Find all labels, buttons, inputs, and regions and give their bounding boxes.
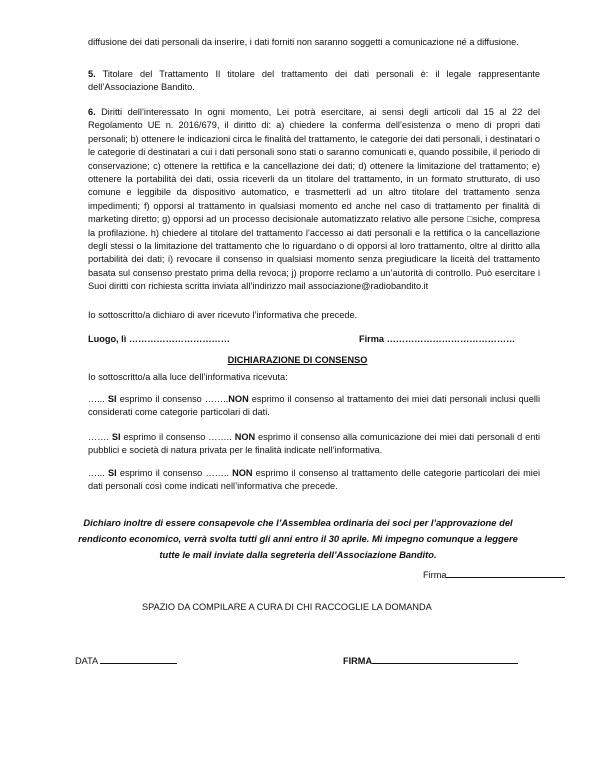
- consent-3-no-label: NON: [232, 468, 253, 478]
- firma-bottom-label: FIRMA: [343, 656, 373, 666]
- consent-2-text: esprimo il consenso alla comunicazione dei miei dati personali d enti pubblici e società di natura privata per le finalità indicate nell’informativa.: [88, 432, 540, 456]
- consent-1-no-label: NON: [228, 394, 249, 404]
- consent-1-text: esprimo il consenso al trattamento dei miei dati personali inclusi quelli considerati come categorie particolari di dati.: [88, 394, 540, 418]
- consent-2-si-blank[interactable]: …….: [88, 432, 112, 442]
- firma-underline[interactable]: [446, 567, 565, 578]
- consent-1-si-label: SI: [107, 394, 117, 404]
- consent-item-1: [88, 393, 540, 420]
- consent-2-no-label: NON: [234, 432, 256, 442]
- firma-line[interactable]: [423, 567, 565, 582]
- consent-1-no-blank[interactable]: esprimo il consenso ……..: [116, 394, 229, 404]
- firma-bottom-field[interactable]: [343, 653, 518, 668]
- place-date-field[interactable]: Luogo, lì ……………………………: [88, 334, 230, 344]
- received-statement: Io sottoscritto/a dichiaro di aver ricevuto l’informativa che precede.: [88, 310, 358, 320]
- declaration-text: Dichiaro inoltre di essere consapevole che l’Assemblea ordinaria dei soci per l’approvazione del rendiconto economico, verrà svolta tutti gli anni entro il 30 aprile. Mi impegno comunque a leggere tutte le mail inviate dalla segreteria dell’Associazione Bandito.: [78, 517, 518, 560]
- consent-3-si-blank[interactable]: …...: [88, 468, 109, 478]
- data-field[interactable]: [75, 653, 177, 668]
- section-5-number: 5.: [88, 69, 96, 79]
- section-6: [88, 106, 540, 294]
- firma-dots-field[interactable]: Firma ……………………………………: [359, 334, 516, 344]
- section-6-text: Diritti dell’interessato In ogni momento, Lei potrà esercitare, ai sensi degli articoli dal 15 al 22 del Regolamento UE n. 2016/679, il diritto di: a) chiedere la conferma dell’esistenza o meno di propri dati personali; b) ottenere le indicazioni circa le finalità del trattamento, le categorie dei dati personali, i destinatari o le categorie di destinatari a cui i dati personali sono stati o saranno comunicati e, quando possibile, il periodo di conservazione; c) ottenere la rettifica e la cancellazione dei dati; d) ottenere la limitazione del trattamento; e) ottenere la portabilità dei dati, ossia riceverli da un titolare del trattamento, in un formato strutturato, di uso comune e leggibile da dispositivo automatico, e trasmetterli ad un altro titolare del trattamento senza impedimenti; f) opporsi al trattamento in qualsiasi momento ed anche nel caso di trattamento per finalità di marketing diretto; g) opporsi ad un processo decisionale automatizzato relativo alle persone □siche, compresa la profilazione. h) chiedere al titolare del trattamento l’accesso ai dati personali e la rettifica o la cancellazione degli stessi o la limitazione del trattamento che lo riguardano o di opporsi al loro trattamento, oltre al diritto alla portabilità dei dati; i) revocare il consenso in qualsiasi momento senza pregiudicare la liceità del trattamento basata sul consenso prestato prima della revoca; j) proporre reclamo a un’autorità di controllo. Può esercitare i Suoi diritti con richiesta scritta inviata all’indirizzo mail associazione@radiobandito.it: [88, 107, 540, 292]
- section-5-text: Titolare del Trattamento Il titolare del trattamento dei dati personali è: il legale rappresentante dell’Associazione Bandito.: [88, 69, 540, 93]
- section-5: [88, 68, 540, 95]
- consent-1-si-blank[interactable]: …...: [88, 394, 108, 404]
- section-6-number: 6.: [88, 107, 96, 117]
- consent-intro: Io sottoscritto/a alla luce dell’informativa ricevuta:: [88, 372, 288, 382]
- consent-item-3: [88, 467, 540, 494]
- consent-2-si-label: SI: [111, 432, 121, 442]
- data-label: DATA: [75, 656, 98, 666]
- consent-heading: DICHIARAZIONE DI CONSENSO: [227, 355, 368, 365]
- firma-bottom-underline[interactable]: [372, 653, 518, 664]
- top-continuation-text: diffusione dei dati personali da inserire, i dati forniti non saranno soggetti a comunicazione né a diffusione.: [88, 37, 519, 47]
- consent-item-2: [88, 431, 540, 458]
- consent-2-no-blank[interactable]: esprimo il consenso ……..: [120, 432, 235, 442]
- collector-space-title: SPAZIO DA COMPILARE A CURA DI CHI RACCOGLIE LA DOMANDA: [142, 602, 432, 612]
- firma-line-label: Firma: [423, 570, 447, 580]
- consent-3-no-blank[interactable]: esprimo il consenso ……..: [116, 468, 233, 478]
- consent-3-text: esprimo il consenso al trattamento delle categorie particolari dei miei dati personali così come indicati nell’informativa che precede.: [88, 468, 540, 492]
- data-underline[interactable]: [100, 653, 177, 664]
- consent-3-si-label: SI: [108, 468, 117, 478]
